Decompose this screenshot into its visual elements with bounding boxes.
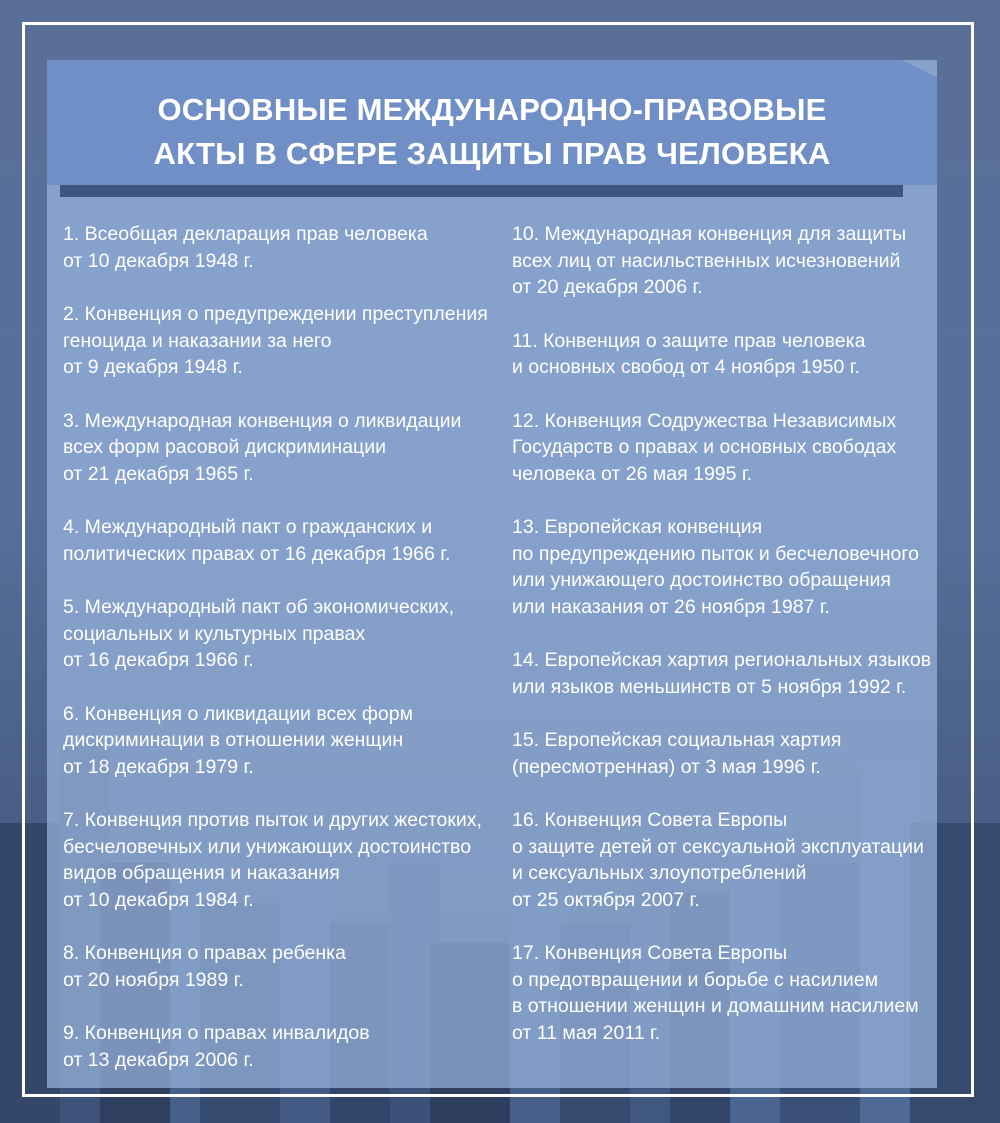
list-item-line: от 21 декабря 1965 г. bbox=[63, 462, 254, 485]
list-item-line: геноцида и наказании за него bbox=[63, 329, 332, 352]
list-item-line: социальных и культурных правах bbox=[63, 622, 366, 645]
list-item-line: о предотвращении и борьбе с насилием bbox=[512, 968, 878, 991]
list-item-line: 7. Конвенция против пыток и других жестоких, bbox=[63, 809, 482, 831]
list-item bbox=[512, 408, 942, 488]
list-item-line: 2. Конвенция о предупреждении преступления bbox=[63, 303, 488, 325]
list-item-line: от 13 декабря 2006 г. bbox=[63, 1048, 254, 1071]
title-line-1: ОСНОВНЫЕ МЕЖДУНАРОДНО-ПРАВОВЫЕ bbox=[157, 92, 827, 127]
list-item-line: от 10 декабря 1984 г. bbox=[63, 888, 254, 911]
list-item bbox=[512, 221, 942, 301]
list-item-line: 6. Конвенция о ликвидации всех форм bbox=[63, 702, 413, 725]
list-item-line: 5. Международный пакт об экономических, bbox=[63, 596, 455, 618]
list-item bbox=[512, 647, 942, 700]
list-item-line: видов обращения и наказания bbox=[63, 862, 340, 884]
list-item bbox=[512, 807, 942, 913]
list-item-line: Государств о правах и основных свободах bbox=[512, 436, 897, 458]
list-item-line: или наказания от 26 ноября 1987 г. bbox=[512, 595, 830, 618]
list-item-line: от 20 ноября 1989 г. bbox=[63, 968, 244, 991]
list-item-line: по предупреждению пыток и бесчеловечного bbox=[512, 542, 919, 565]
list-item-line: человека от 26 мая 1995 г. bbox=[512, 462, 753, 485]
list-item bbox=[63, 1020, 503, 1073]
list-item-line: и основных свобод от 4 ноября 1950 г. bbox=[512, 356, 860, 378]
list-item bbox=[63, 807, 503, 913]
list-item-line: 17. Конвенция Совета Европы bbox=[512, 942, 788, 964]
list-item-line: о защите детей от сексуальной эксплуатации bbox=[512, 835, 924, 858]
list-item-line: (пересмотренная) от 3 мая 1996 г. bbox=[512, 755, 821, 778]
page-title bbox=[47, 88, 937, 176]
list-item bbox=[63, 594, 503, 674]
list-item-line: всех лиц от насильственных исчезновений bbox=[512, 249, 901, 272]
list-item-line: и сексуальных злоупотреблений bbox=[512, 862, 807, 884]
list-item-line: 3. Международная конвенция о ликвидации bbox=[63, 409, 462, 432]
list-item-line: от 9 декабря 1948 г. bbox=[63, 356, 243, 378]
list-item-line: 10. Международная конвенция для защиты bbox=[512, 223, 907, 245]
list-item-line: или унижающего достоинство обращения bbox=[512, 569, 891, 591]
list-item-line: от 10 декабря 1948 г. bbox=[63, 249, 254, 272]
list-item bbox=[512, 514, 942, 620]
list-item-line: от 11 мая 2011 г. bbox=[512, 1021, 661, 1044]
list-item bbox=[63, 408, 503, 488]
list-item-line: 8. Конвенция о правах ребенка bbox=[63, 942, 346, 964]
list-item bbox=[512, 727, 942, 780]
right-column-list bbox=[512, 221, 942, 1073]
list-item-line: от 20 декабря 2006 г. bbox=[512, 276, 703, 298]
list-item-line: 14. Европейская хартия региональных языков bbox=[512, 649, 932, 671]
list-item-line: всех форм расовой дискриминации bbox=[63, 436, 386, 458]
list-item-line: 1. Всеобщая декларация прав человека bbox=[63, 223, 428, 245]
list-item bbox=[63, 301, 503, 381]
list-item-line: 9. Конвенция о правах инвалидов bbox=[63, 1022, 370, 1044]
list-item bbox=[63, 514, 503, 567]
list-item-line: 16. Конвенция Совета Европы bbox=[512, 809, 788, 831]
list-item-line: от 16 декабря 1966 г. bbox=[63, 649, 254, 671]
title-line-2: АКТЫ В СФЕРЕ ЗАЩИТЫ ПРАВ ЧЕЛОВЕКА bbox=[153, 136, 831, 171]
list-item-line: от 25 октября 2007 г. bbox=[512, 888, 700, 911]
list-item-line: или языков меньшинств от 5 ноября 1992 г. bbox=[512, 675, 907, 698]
list-item-line: 4. Международный пакт о гражданских и bbox=[63, 516, 433, 538]
list-item-line: 13. Европейская конвенция bbox=[512, 516, 763, 538]
left-column-list bbox=[63, 221, 503, 1100]
list-item-line: от 18 декабря 1979 г. bbox=[63, 755, 254, 778]
list-item-line: 12. Конвенция Содружества Независимых bbox=[512, 409, 897, 432]
title-box-shadow bbox=[60, 185, 903, 197]
list-item-line: 11. Конвенция о защите прав человека bbox=[512, 329, 866, 352]
list-item bbox=[63, 221, 503, 274]
list-item bbox=[512, 940, 942, 1046]
list-item bbox=[512, 328, 942, 381]
list-item-line: бесчеловечных или унижающих достоинство bbox=[63, 835, 472, 858]
list-item-line: политических правах от 16 декабря 1966 г. bbox=[63, 542, 451, 565]
list-item-line: дискриминации в отношении женщин bbox=[63, 729, 404, 751]
list-item bbox=[63, 701, 503, 781]
list-item-line: 15. Европейская социальная хартия bbox=[512, 729, 842, 751]
list-item bbox=[63, 940, 503, 993]
list-item-line: в отношении женщин и домашним насилием bbox=[512, 995, 919, 1017]
